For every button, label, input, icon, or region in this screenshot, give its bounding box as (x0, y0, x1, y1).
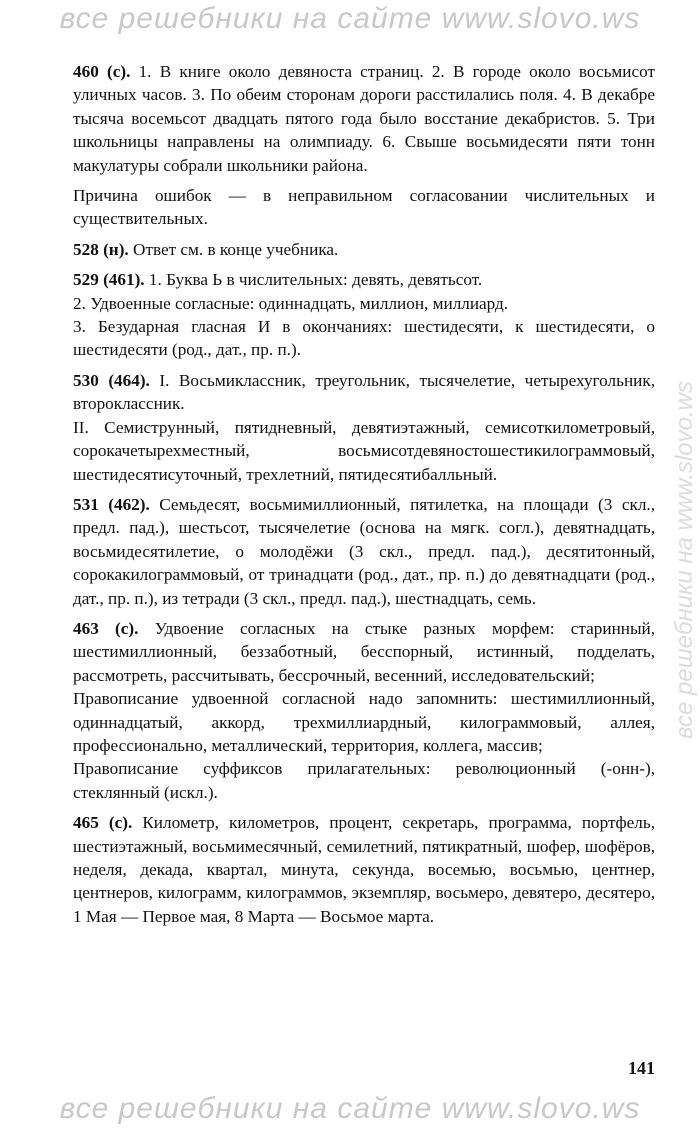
paragraph-530 (73, 369, 655, 416)
exercise-number: 531 (462). (73, 494, 150, 514)
paragraph-text: Правописание суффиксов прилагательных: революционный (-онн-), стеклянный (искл.). (73, 759, 655, 802)
paragraph-text: II. Семиструнный, пятидневный, девятиэтажный, семисоткилометровый, сорокачетырехместный, восьмисотдевяностошестикилограммовый, шестидесятисуточный, трехлетний, пятидесятибалльный. (73, 417, 655, 484)
paragraph-text: Ответ см. в конце учебника. (128, 239, 339, 259)
exercise-number: 530 (464). (73, 370, 150, 390)
exercise-number: 465 (с). (73, 813, 133, 833)
paragraph-text: Километр, километров, процент, секретарь, программа, портфель, шестиэтажный, восьмимесячный, семилетний, пятикратный, шофер, шофёров, неделя, декада, квартал, минута, секунда, восемью, восьмью, центнер, центнеров, килограмм, килограммов, экземпляр, восьмеро, девятеро, десятеро, 1 Мая — Первое мая, 8 Марта — Восьмое марта. (73, 813, 656, 926)
paragraph-text: Причина ошибок — в неправильном согласовании числительных и существительных. (73, 186, 655, 229)
paragraph-465 (73, 811, 655, 928)
paragraph-528 (73, 238, 655, 261)
side-watermark: все решебники на www.slovo.ws (671, 381, 698, 739)
paragraph-text: Удвоение согласных на стыке разных морфем: старинный, шестимиллионный, беззаботный, бесспорный, истинный, подделать, рассмотреть, рассчитывать, бессрочный, весенний, исследовательский; (73, 618, 656, 685)
paragraph-460 (73, 60, 655, 177)
page-number: 141 (628, 1058, 655, 1078)
paragraph-text: 2. Удвоенные согласные: одиннадцать, миллион, миллиард. (73, 293, 509, 313)
paragraph-text: 1. В книге около девяноста страниц. 2. В городе около восьмисот уличных часов. 3. По обеим сторонам дороги расстилались поля. 4. В декабре тысяча восемьсот двадцать пятого года было восстание декабристов. 5. Три школьницы направлены на олимпиаду. 6. Свыше восьмидесяти пяти тонн макулатуры собрали школьники района. (73, 62, 655, 175)
paragraph-text: 1. Буква Ь в числительных: девять, девятьсот. (144, 270, 483, 290)
paragraph-529-3 (73, 315, 655, 362)
paragraph-463 (73, 617, 655, 687)
paragraph-text: 3. Безударная гласная И в окончаниях: шестидесяти, к шестидесяти, о шестидесяти (род., дат., пр. п.). (73, 317, 655, 360)
paragraph-text: I. Восьмиклассник, треугольник, тысячелетие, четырехугольник, второклассник. (73, 370, 655, 414)
paragraph-text: Семьдесят, восьмимиллионный, пятилетка, на площади (3 скл., предл. пад.), шестьсот, тысячелетие (основа на мягк. согл.), девятнадцать, восьмидесятилетие, о молодёжи (3 скл., предл. пад.), десятитонный, сорокакилограммовый, от тринадцати (род., дат., пр. п.) до девятнадцати (род., дат., пр. п.), из тетради (3 скл., предл. пад.), шестнадцать, семь. (73, 494, 655, 608)
paragraph-529 (73, 268, 655, 291)
paragraph-463-2 (73, 687, 655, 757)
page-body (73, 60, 655, 928)
paragraph-text: Правописание удвоенной согласной надо запомнить: шестимиллионный, одиннадцатый, аккорд, трехмиллиардный, килограммовый, аллея, профессионально, металлический, территория, коллега, массив; (73, 689, 655, 755)
exercise-number: 529 (461). (73, 270, 145, 290)
exercise-number: 528 (н). (73, 239, 129, 259)
paragraph-531 (73, 493, 655, 610)
paragraph-530-2 (73, 416, 655, 486)
site-banner-top: все решебники на сайте www.slovo.ws (59, 2, 641, 35)
site-banner-bottom: все решебники на сайте www.slovo.ws (59, 1092, 641, 1125)
exercise-number: 460 (с). (73, 62, 131, 81)
exercise-number: 463 (с). (73, 618, 139, 638)
paragraph-529-2 (73, 292, 655, 315)
paragraph-conclusion (73, 184, 655, 231)
paragraph-463-3 (73, 757, 655, 804)
